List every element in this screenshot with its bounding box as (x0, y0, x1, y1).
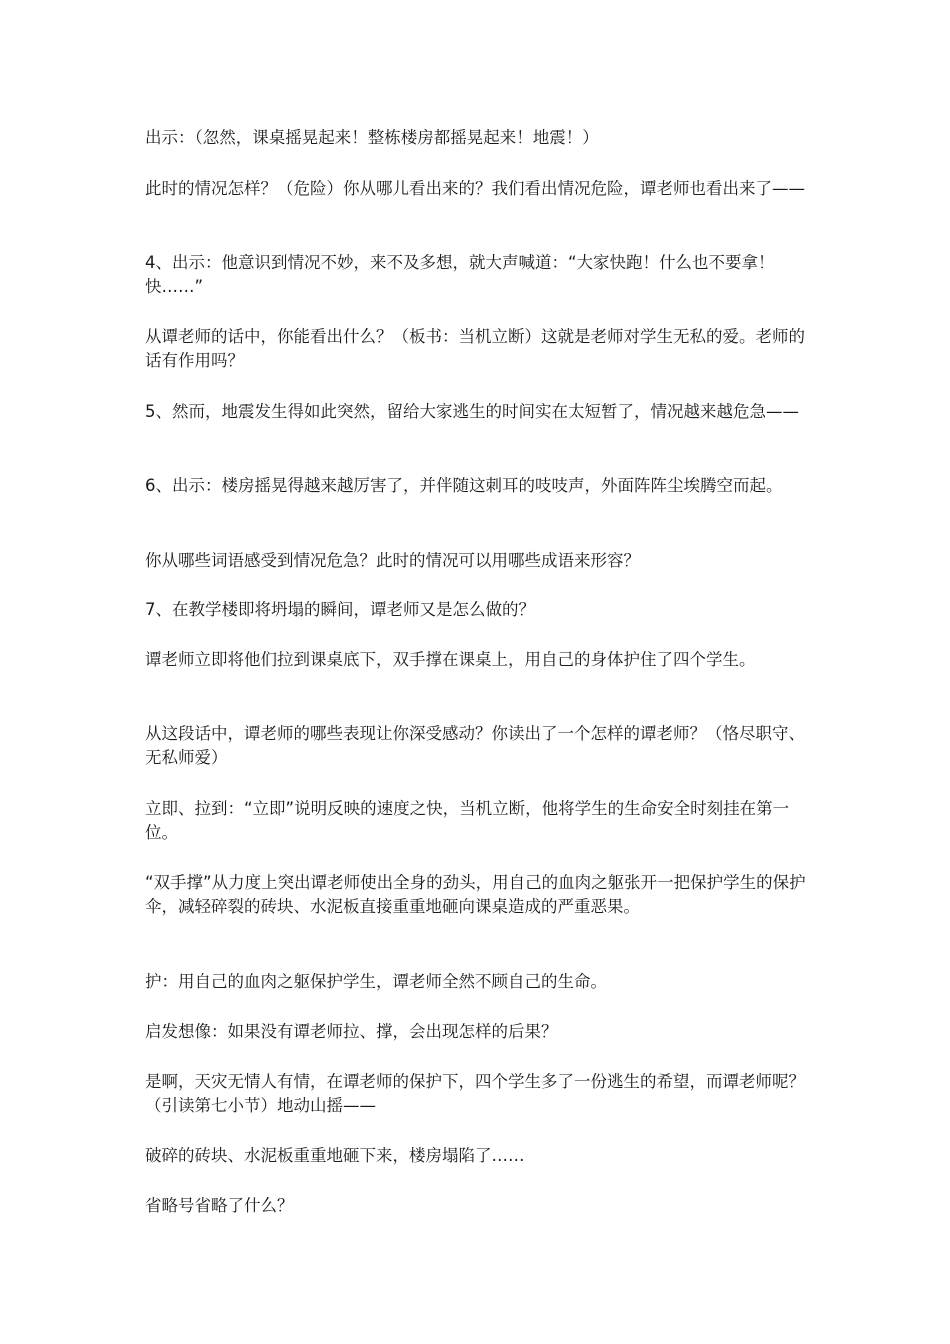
paragraph-4: 从谭老师的话中，你能看出什么？（板书：当机立断）这就是老师对学生无私的爱。老师的话有作用吗？ (145, 327, 805, 370)
paragraph-8: 7、在教学楼即将坍塌的瞬间，谭老师又是怎么做的？ (145, 600, 535, 619)
paragraph-5: 5、然而，地震发生得如此突然，留给大家逃生的时间实在太短暂了，情况越来越危急—— (145, 402, 799, 421)
paragraph-7: 你从哪些词语感受到情况危急？此时的情况可以用哪些成语来形容？ (145, 551, 640, 570)
paragraph-13: 护：用自己的血肉之躯保护学生，谭老师全然不顾自己的生命。 (145, 972, 607, 991)
paragraph-6: 6、出示：楼房摇晃得越来越厉害了，并伴随这刺耳的吱吱声，外面阵阵尘埃腾空而起。 (145, 476, 783, 495)
paragraph-2: 此时的情况怎样？（危险）你从哪儿看出来的？我们看出情况危险，谭老师也看出来了—— (145, 179, 805, 198)
paragraph-11: 立即、拉到：“立即”说明反映的速度之快，当机立断，他将学生的生命安全时刻挂在第一位。 (145, 799, 790, 842)
paragraph-14: 启发想像：如果没有谭老师拉、撑，会出现怎样的后果？ (145, 1022, 558, 1041)
paragraph-3: 4、出示：他意识到情况不妙，来不及多想，就大声喊道：“大家快跑！什么也不要拿！快……” (145, 253, 775, 296)
paragraph-17: 省略号省略了什么？ (145, 1196, 294, 1215)
paragraph-9: 谭老师立即将他们拉到课桌底下，双手撑在课桌上，用自己的身体护住了四个学生。 (145, 650, 756, 669)
paragraph-1: 出示：（忽然，课桌摇晃起来！整栋楼房都摇晃起来！地震！） (145, 128, 599, 147)
paragraph-15: 是啊，天灾无情人有情，在谭老师的保护下，四个学生多了一份逃生的希望，而谭老师呢？ （引读第七小节）地动山摇—— (145, 1072, 822, 1115)
paragraph-10: 从这段话中，谭老师的哪些表现让你深受感动？你读出了一个怎样的谭老师？（恪尽职守、无私师爱） (145, 724, 805, 767)
paragraph-16: 破碎的砖块、水泥板重重地砸下来，楼房塌陷了…… (145, 1146, 525, 1165)
paragraph-12: “双手撑”从力度上突出谭老师使出全身的劲头，用自己的血肉之躯张开一把保护学生的保护伞，减轻碎裂的砖块、水泥板直接重重地砸向课桌造成的严重恶果。 (145, 873, 806, 916)
